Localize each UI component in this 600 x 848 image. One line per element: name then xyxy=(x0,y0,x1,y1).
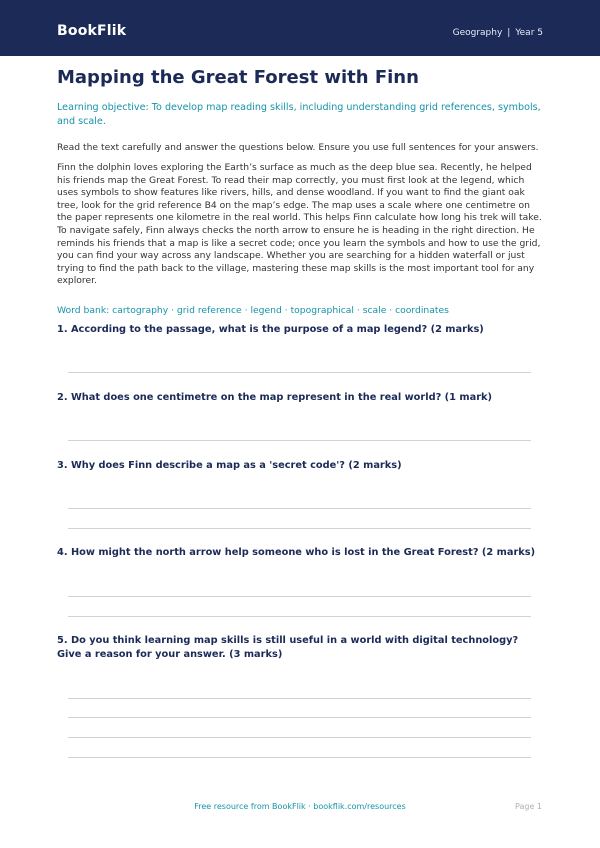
page-title: Mapping the Great Forest with Finn xyxy=(57,67,419,88)
answer-line[interactable] xyxy=(68,757,531,758)
subject-year xyxy=(453,28,543,38)
page-number: Page 1 xyxy=(515,802,542,811)
word-bank: Word bank: cartography · grid reference · legend · topographical · scale · coordinates xyxy=(57,304,449,316)
question-2: 2. What does one centimetre on the map represent in the real world? (1 mark) xyxy=(57,391,543,405)
answer-line[interactable] xyxy=(68,717,531,718)
question-3: 3. Why does Finn describe a map as a 'secret code'? (2 marks) xyxy=(57,459,543,473)
answer-line[interactable] xyxy=(68,508,531,509)
question-5: 5. Do you think learning map skills is still useful in a world with digital technology? Give a reason for your answer. (3 marks) xyxy=(57,635,519,660)
reading-passage: Finn the dolphin loves exploring the Earth’s surface as much as the deep blue sea. Recently, he helped his friends map the Great Forest. To read their map correctly, you must first look at the legend, which uses symbols to show features like rivers, hills, and dense woodland. If you want to find the giant oak tree, look for the grid reference B4 on the map’s edge. The map uses a scale where one centimetre on the paper represents one kilometre in the real world. This helps Finn calculate how long his trek will take. To navigate safely, Finn always checks the north arrow to ensure he is heading in the right direction. He reminds his friends that a map is like a secret code; once you learn the symbols and how to use the grid, you can find your way across any landscape. Whether you are searching for a hidden waterfall or just trying to find the path back to the village, mastering these map skills is the most important tool for any explorer. xyxy=(57,162,542,287)
answer-line[interactable] xyxy=(68,698,531,699)
answer-line[interactable] xyxy=(68,440,531,441)
instructions: Read the text carefully and answer the questions below. Ensure you use full sentences for your answers. xyxy=(57,142,539,153)
year-label: Year 5 xyxy=(515,28,543,38)
question-4: 4. How might the north arrow help someone who is lost in the Great Forest? (2 marks) xyxy=(57,546,543,560)
answer-line[interactable] xyxy=(68,616,531,617)
answer-line[interactable] xyxy=(68,528,531,529)
question-1: 1. According to the passage, what is the purpose of a map legend? (2 marks) xyxy=(57,324,484,335)
separator: | xyxy=(507,28,511,38)
worksheet-body xyxy=(57,65,543,317)
learning-objective: Learning objective: To develop map reading skills, including understanding grid references, symbols, and scale. xyxy=(57,102,541,127)
answer-line[interactable] xyxy=(68,372,531,373)
brand-logo: BookFlik xyxy=(57,23,127,39)
page-header xyxy=(0,0,600,56)
subject-label: Geography xyxy=(452,28,503,38)
footer-source-link[interactable]: Free resource from BookFlik · bookflik.com/resources xyxy=(194,802,406,811)
answer-line[interactable] xyxy=(68,596,531,597)
answer-line[interactable] xyxy=(68,737,531,738)
